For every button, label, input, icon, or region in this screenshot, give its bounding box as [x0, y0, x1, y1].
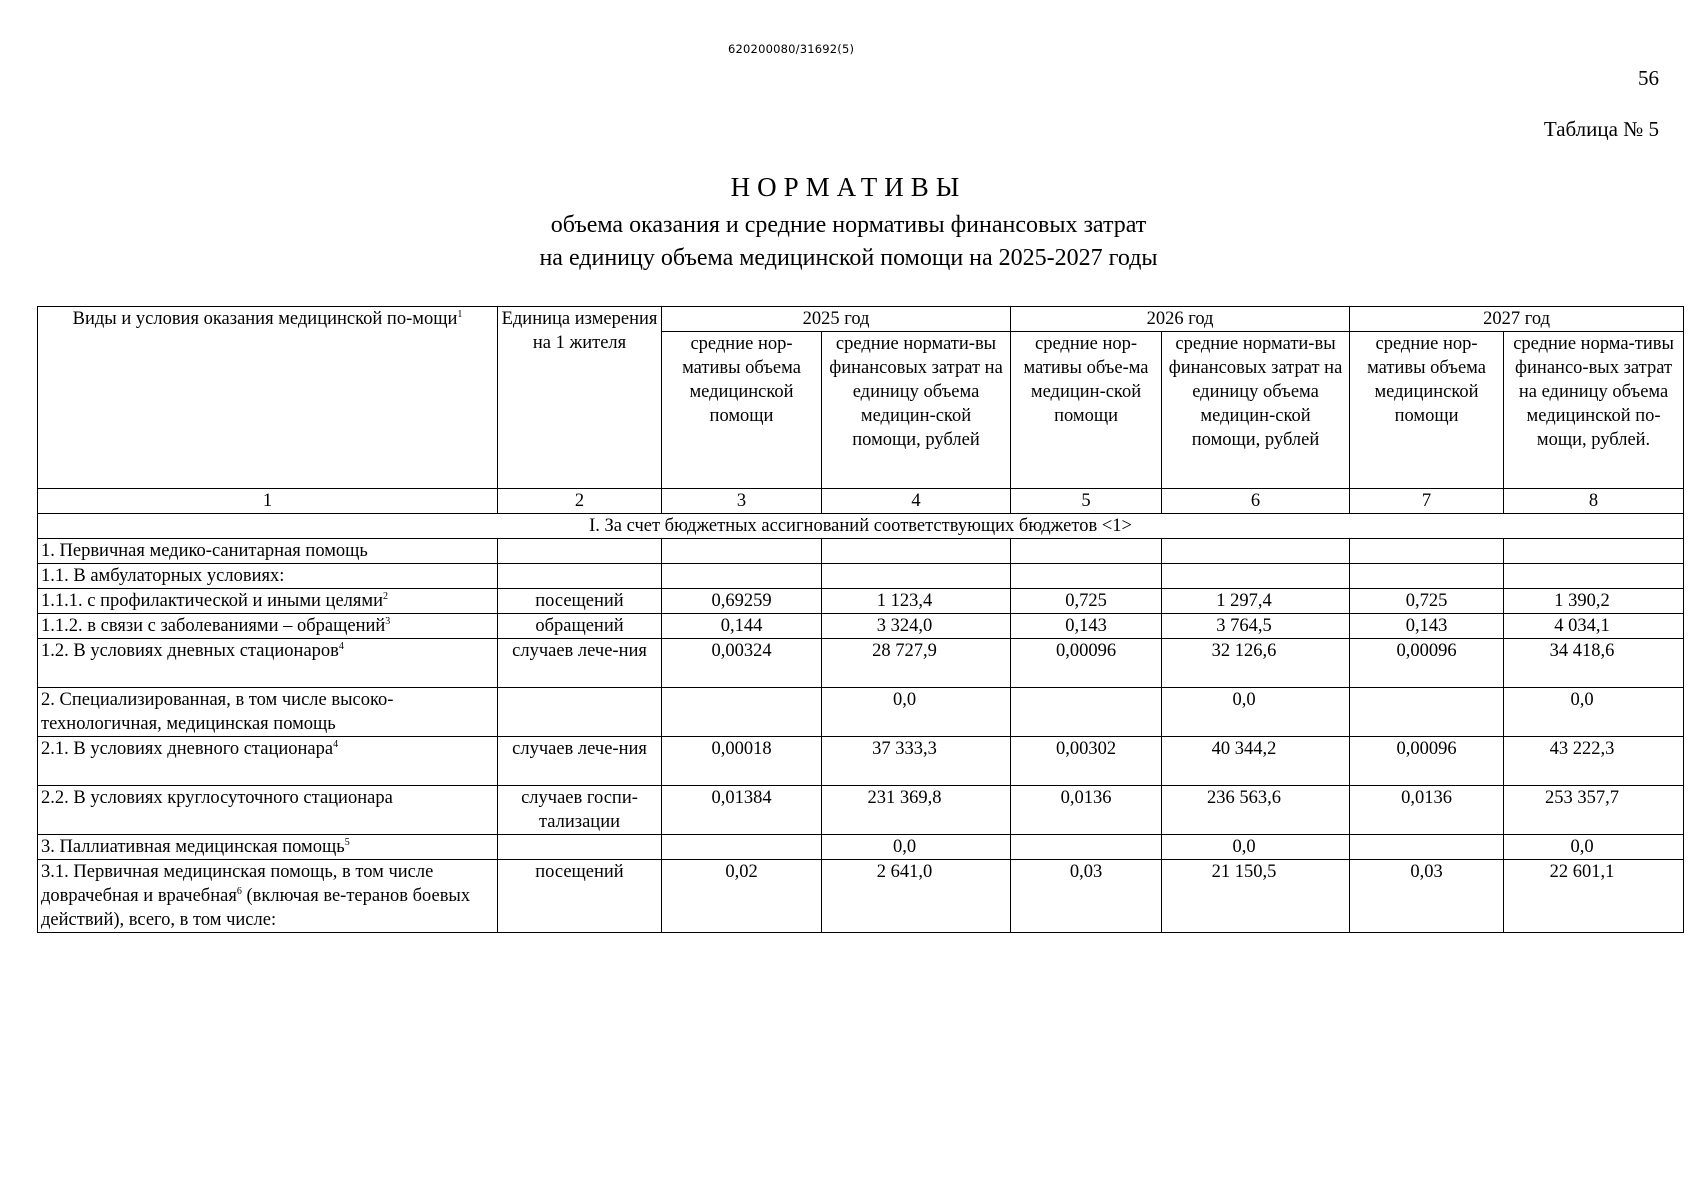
row-value-2026-cost: 1 297,4 — [1162, 589, 1350, 614]
header-kind-and-conditions: Виды и условия оказания медицинской по-мощи$^1$ — [38, 307, 498, 489]
row-value-2025-cost: 0,0 — [822, 835, 1011, 860]
row-value-2026-cost — [1162, 564, 1350, 589]
table-row — [38, 835, 1684, 860]
norms-table — [37, 306, 1684, 933]
column-number: 4 — [822, 489, 1011, 514]
header-row-years — [38, 307, 1684, 332]
row-value-2027-volume: 0,03 — [1350, 860, 1504, 933]
row-value-2026-volume — [1011, 688, 1162, 737]
row-unit: посещений — [498, 589, 662, 614]
column-number: 7 — [1350, 489, 1504, 514]
table-row — [38, 614, 1684, 639]
header-2027-volume: средние нор-мативы объема медицинской помощи — [1350, 332, 1504, 489]
row-value-2027-volume: 0,143 — [1350, 614, 1504, 639]
row-value-2026-volume — [1011, 835, 1162, 860]
row-value-2026-cost: 0,0 — [1162, 688, 1350, 737]
table-row — [38, 688, 1684, 737]
document-subtitle-line-1: объема оказания и средние нормативы финансовых затрат — [550, 212, 1147, 238]
row-value-2025-cost — [822, 539, 1011, 564]
row-value-2025-volume — [662, 539, 822, 564]
row-value-2026-cost: 40 344,2 — [1162, 737, 1350, 786]
row-value-2026-cost: 32 126,6 — [1162, 639, 1350, 688]
row-value-2027-volume: 0,0136 — [1350, 786, 1504, 835]
row-value-2027-cost: 253 357,7 — [1504, 786, 1684, 835]
header-2025-cost: средние нормати-вы финансовых затрат на единицу объема медицин-ской помощи, рублей — [822, 332, 1011, 489]
header-year-2025: 2025 год — [662, 307, 1011, 332]
row-value-2027-cost: 1 390,2 — [1504, 589, 1684, 614]
section-row — [38, 514, 1684, 539]
row-unit: случаев лече-ния — [498, 639, 662, 688]
row-value-2026-volume: 0,143 — [1011, 614, 1162, 639]
row-value-2026-cost — [1162, 539, 1350, 564]
row-value-2026-volume: 0,725 — [1011, 589, 1162, 614]
row-unit — [498, 539, 662, 564]
row-value-2026-cost: 236 563,6 — [1162, 786, 1350, 835]
row-value-2027-volume — [1350, 539, 1504, 564]
table-row — [38, 639, 1684, 688]
page-number: 56 — [1638, 66, 1659, 90]
table-row — [38, 786, 1684, 835]
row-value-2025-cost: 0,0 — [822, 688, 1011, 737]
row-value-2027-cost: 22 601,1 — [1504, 860, 1684, 933]
row-value-2027-volume — [1350, 835, 1504, 860]
row-value-2025-volume: 0,144 — [662, 614, 822, 639]
row-value-2025-cost: 231 369,8 — [822, 786, 1011, 835]
row-value-2025-cost: 1 123,4 — [822, 589, 1011, 614]
row-value-2027-cost: 34 418,6 — [1504, 639, 1684, 688]
row-value-2025-volume: 0,02 — [662, 860, 822, 933]
row-value-2026-volume: 0,03 — [1011, 860, 1162, 933]
row-value-2027-volume: 0,00096 — [1350, 737, 1504, 786]
column-number-row — [38, 489, 1684, 514]
row-value-2026-volume: 0,0136 — [1011, 786, 1162, 835]
row-value-2027-volume — [1350, 564, 1504, 589]
column-number: 3 — [662, 489, 822, 514]
row-name: 3.1. Первичная медицинская помощь, в том числе доврачебная и врачебная$^6$ (включая ве-теранов боевых действий), всего, в том числе: — [38, 860, 498, 933]
header-2025-volume: средние нор-мативы объема медицинской помощи — [662, 332, 822, 489]
row-value-2026-volume — [1011, 539, 1162, 564]
row-value-2025-cost: 3 324,0 — [822, 614, 1011, 639]
header-year-2027: 2027 год — [1350, 307, 1684, 332]
table-row — [38, 564, 1684, 589]
row-value-2027-cost — [1504, 564, 1684, 589]
table-row — [38, 589, 1684, 614]
header-unit: Единица измерения на 1 жителя — [498, 307, 662, 489]
row-value-2027-cost — [1504, 539, 1684, 564]
table-label: Таблица № 5 — [1543, 117, 1659, 141]
column-number: 1 — [38, 489, 498, 514]
row-value-2026-volume: 0,00302 — [1011, 737, 1162, 786]
header-2027-cost: средние норма-тивы финансо-вых затрат на единицу объема медицинской по-мощи, рублей. — [1504, 332, 1684, 489]
row-name: 1.1.1. с профилактической и иными целями$^2$ — [38, 589, 498, 614]
row-value-2025-cost — [822, 564, 1011, 589]
row-value-2026-cost: 3 764,5 — [1162, 614, 1350, 639]
table-row — [38, 860, 1684, 933]
row-name: 1.1. В амбулаторных условиях: — [38, 564, 498, 589]
column-number: 5 — [1011, 489, 1162, 514]
column-number: 6 — [1162, 489, 1350, 514]
row-value-2027-cost: 0,0 — [1504, 688, 1684, 737]
row-value-2026-volume — [1011, 564, 1162, 589]
row-value-2025-volume — [662, 835, 822, 860]
row-value-2025-cost: 28 727,9 — [822, 639, 1011, 688]
row-value-2025-volume: 0,00018 — [662, 737, 822, 786]
row-unit — [498, 835, 662, 860]
row-value-2025-volume — [662, 564, 822, 589]
row-name: 1.2. В условиях дневных стационаров$^4$ — [38, 639, 498, 688]
table-row — [38, 737, 1684, 786]
document-code: 620200080/31692(5) — [728, 42, 855, 56]
row-value-2026-volume: 0,00096 — [1011, 639, 1162, 688]
row-value-2027-volume — [1350, 688, 1504, 737]
row-unit: случаев лече-ния — [498, 737, 662, 786]
row-value-2025-cost: 2 641,0 — [822, 860, 1011, 933]
column-number: 8 — [1504, 489, 1684, 514]
column-number: 2 — [498, 489, 662, 514]
row-value-2025-volume: 0,01384 — [662, 786, 822, 835]
row-value-2027-cost: 0,0 — [1504, 835, 1684, 860]
row-name: 2. Специализированная, в том числе высоко-технологичная, медицинская помощь — [38, 688, 498, 737]
row-unit: обращений — [498, 614, 662, 639]
header-2026-volume: средние нор-мативы объе-ма медицин-ской помощи — [1011, 332, 1162, 489]
row-name: 2.2. В условиях круглосуточного стационара — [38, 786, 498, 835]
row-value-2026-cost: 0,0 — [1162, 835, 1350, 860]
row-value-2025-volume — [662, 688, 822, 737]
row-name: 2.1. В условиях дневного стационара$^4$ — [38, 737, 498, 786]
row-name: 3. Паллиативная медицинская помощь$^5$ — [38, 835, 498, 860]
row-value-2027-volume: 0,725 — [1350, 589, 1504, 614]
row-value-2027-volume: 0,00096 — [1350, 639, 1504, 688]
row-value-2026-cost: 21 150,5 — [1162, 860, 1350, 933]
row-value-2025-volume: 0,69259 — [662, 589, 822, 614]
table-row — [38, 539, 1684, 564]
row-value-2027-cost: 43 222,3 — [1504, 737, 1684, 786]
header-year-2026: 2026 год — [1011, 307, 1350, 332]
header-2026-cost: средние нормати-вы финансовых затрат на единицу объема медицин-ской помощи, рублей — [1162, 332, 1350, 489]
document-title: НОРМАТИВЫ — [730, 172, 967, 202]
row-name: 1.1.2. в связи с заболеваниями – обращений$^3$ — [38, 614, 498, 639]
row-value-2025-volume: 0,00324 — [662, 639, 822, 688]
row-unit — [498, 688, 662, 737]
section-title: I. За счет бюджетных ассигнований соответствующих бюджетов <1> — [38, 514, 1684, 539]
row-unit: посещений — [498, 860, 662, 933]
row-name: 1. Первичная медико-санитарная помощь — [38, 539, 498, 564]
row-value-2027-cost: 4 034,1 — [1504, 614, 1684, 639]
row-unit — [498, 564, 662, 589]
document-subtitle-line-2: на единицу объема медицинской помощи на 2025-2027 годы — [539, 245, 1158, 271]
row-unit: случаев госпи-тализации — [498, 786, 662, 835]
row-value-2025-cost: 37 333,3 — [822, 737, 1011, 786]
